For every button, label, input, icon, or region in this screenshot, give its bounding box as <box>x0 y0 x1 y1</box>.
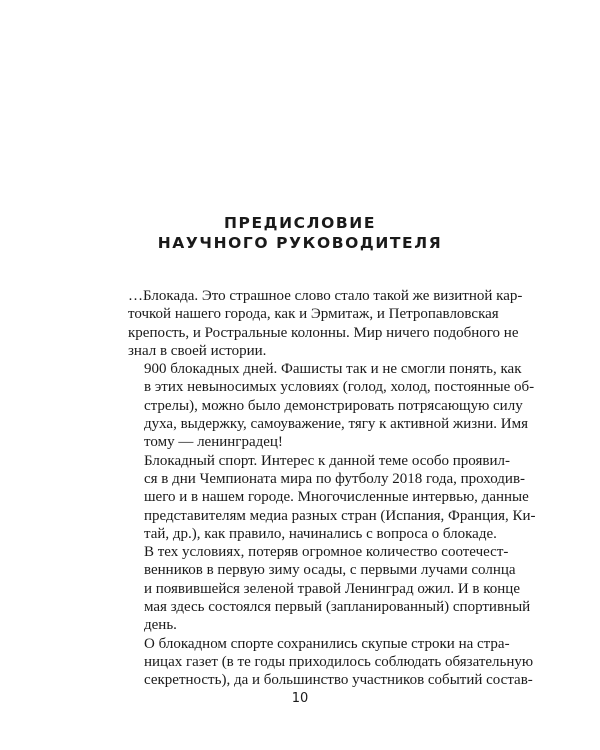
paragraph-3 <box>128 452 536 543</box>
paragraph-4 <box>128 543 531 634</box>
page-number: 10 <box>291 691 309 706</box>
text-line: знал в своей истории. <box>128 342 267 359</box>
text-line: венников в первую зиму осады, с первыми лучами солнца <box>144 562 516 579</box>
text-line: шего и в нашем городе. Многочисленные интервью, данные <box>144 489 529 506</box>
text-line: секретность), да и большинство участников событий состав- <box>144 672 533 689</box>
paragraph-2 <box>128 360 535 451</box>
text-line: …Блокада. Это страшное слово стало такой же визитной кар- <box>128 288 523 304</box>
body-text <box>128 287 536 690</box>
text-line: мая здесь состоялся первый (запланированный) спортивный <box>144 599 531 616</box>
text-line: О блокадном спорте сохранились скупые строки на стра- <box>144 635 510 652</box>
text-line: ницах газет (в те годы приходилось соблюдать обязательную <box>144 653 534 670</box>
chapter-heading-line-1: ПРЕДИСЛОВИЕ <box>223 214 377 232</box>
text-line: тому — ленинградец! <box>144 434 283 451</box>
text-line: 900 блокадных дней. Фашисты так и не смогли понять, как <box>144 361 522 378</box>
text-line: крепость, и Ростральные колонны. Мир ничего подобного не <box>128 324 519 341</box>
text-line: стрелы), можно было демонстрировать потрясающую силу <box>144 397 523 414</box>
text-line: духа, выдержку, самоуважение, тягу к активной жизни. Имя <box>144 416 528 433</box>
text-line: точкой нашего города, как и Эрмитаж, и Петропавловская <box>128 306 499 323</box>
text-line: тай, др.), как правило, начинались с вопроса о блокаде. <box>144 525 497 542</box>
text-line: В тех условиях, потеряв огромное количество соотечест- <box>144 544 509 561</box>
paragraph-1 <box>128 287 523 360</box>
chapter-heading-line-2: НАУЧНОГО РУКОВОДИТЕЛЯ <box>157 234 443 252</box>
text-line: в этих невыносимых условиях (голод, холод, постоянные об- <box>144 379 535 396</box>
text-line: ся в дни Чемпионата мира по футболу 2018 года, проходив- <box>144 470 526 487</box>
text-line: Блокадный спорт. Интерес к данной теме особо проявил- <box>144 452 510 469</box>
paragraph-5 <box>128 635 534 690</box>
text-line: и появившейся зеленой травой Ленинград ожил. И в конце <box>144 580 520 597</box>
text-line: представителям медиа разных стран (Испания, Франция, Ки- <box>144 507 536 524</box>
text-line: день. <box>144 617 177 634</box>
